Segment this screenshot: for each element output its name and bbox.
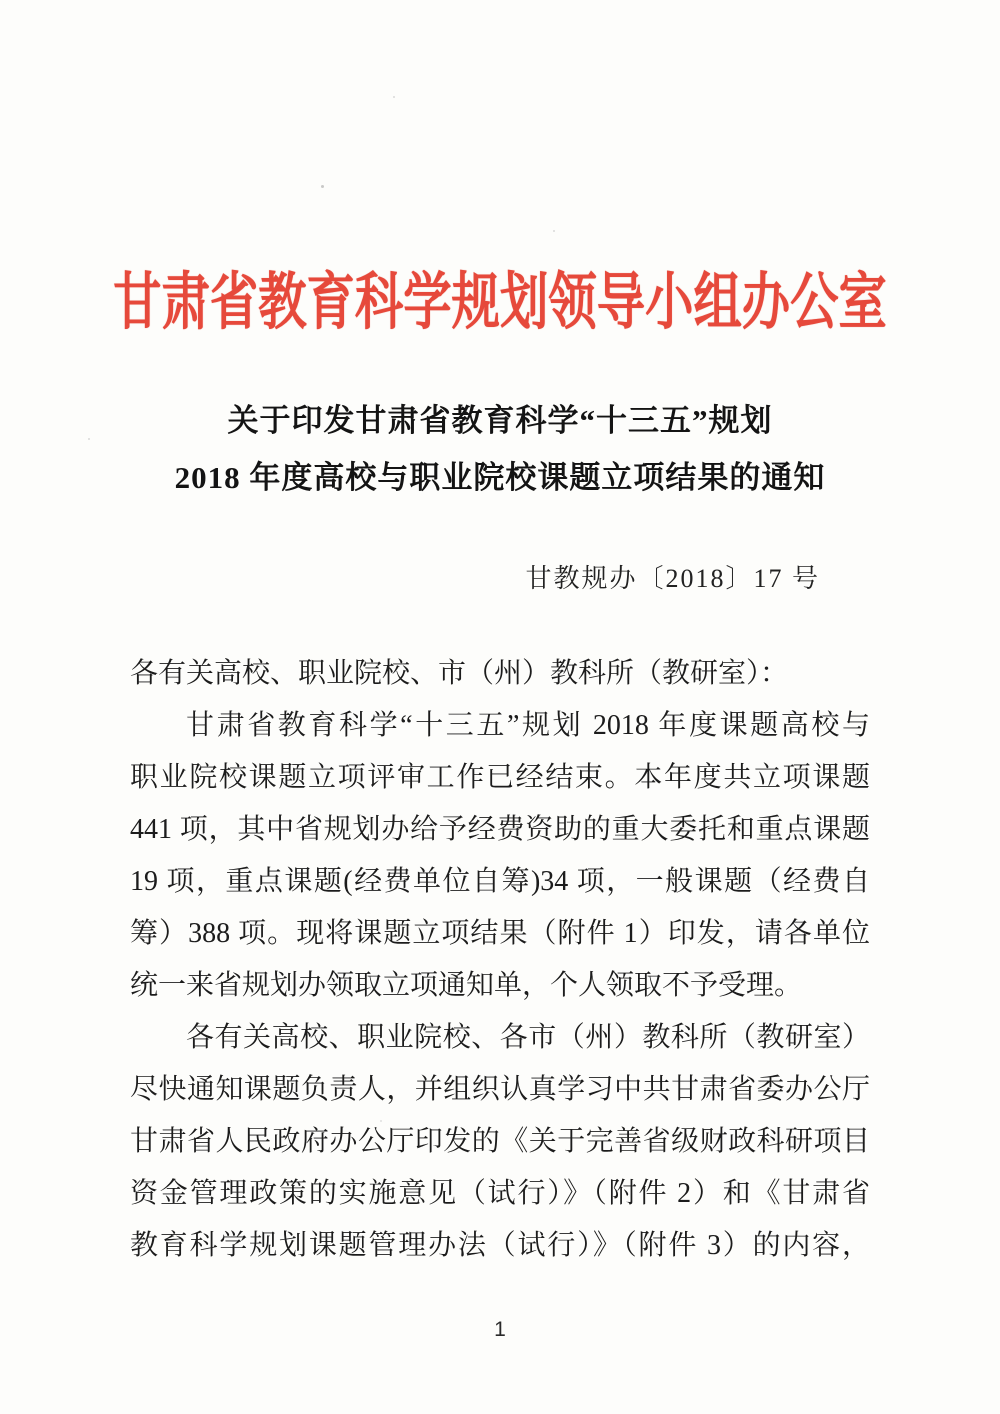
body-line: 统一来省规划办领取立项通知单，个人领取不予受理。 bbox=[130, 970, 803, 1001]
scan-speck bbox=[393, 96, 395, 98]
body-line: 职业院校课题立项评审工作已经结束。本年度共立项课题 bbox=[130, 762, 870, 793]
document-number: 甘教规办〔2018〕17 号 bbox=[525, 564, 820, 593]
body-line: 教育科学规划课题管理办法（试行）》（附件 3）的内容， bbox=[130, 1230, 870, 1261]
body-line: 资金管理政策的实施意见（试行）》（附件 2）和《甘肃省 bbox=[130, 1178, 870, 1209]
body-line: 甘肃省教育科学“十三五”规划 2018 年度课题高校与 bbox=[186, 710, 870, 741]
body-line: 441 项，其中省规划办给予经费资助的重大委托和重点课题 bbox=[130, 814, 870, 845]
scan-speck bbox=[553, 230, 555, 232]
agency-letterhead bbox=[0, 252, 1000, 341]
body-line-salutation: 各有关高校、职业院校、市（州）教科所（教研室）： bbox=[130, 658, 789, 689]
document-title-line-1: 关于印发甘肃省教育科学“十三五”规划 bbox=[227, 403, 773, 438]
page-number: 1 bbox=[494, 1318, 506, 1341]
body-line: 19 项，重点课题(经费单位自筹)34 项，一般课题（经费自 bbox=[130, 866, 870, 897]
body-line: 甘肃省人民政府办公厅印发的《关于完善省级财政科研项目 bbox=[130, 1126, 870, 1157]
body-line: 筹）388 项。现将课题立项结果（附件 1）印发，请各单位 bbox=[130, 918, 870, 949]
agency-letterhead-text: 甘肃省教育科学规划领导小组办公室 bbox=[113, 269, 887, 337]
body-line: 各有关高校、职业院校、各市（州）教科所（教研室） bbox=[186, 1022, 870, 1053]
document-title-line-2: 2018 年度高校与职业院校课题立项结果的通知 bbox=[174, 460, 826, 495]
document-title bbox=[0, 392, 1000, 506]
scan-speck bbox=[321, 185, 324, 188]
document-body bbox=[130, 648, 870, 1272]
body-line: 尽快通知课题负责人，并组织认真学习中共甘肃省委办公厅 bbox=[130, 1074, 870, 1105]
